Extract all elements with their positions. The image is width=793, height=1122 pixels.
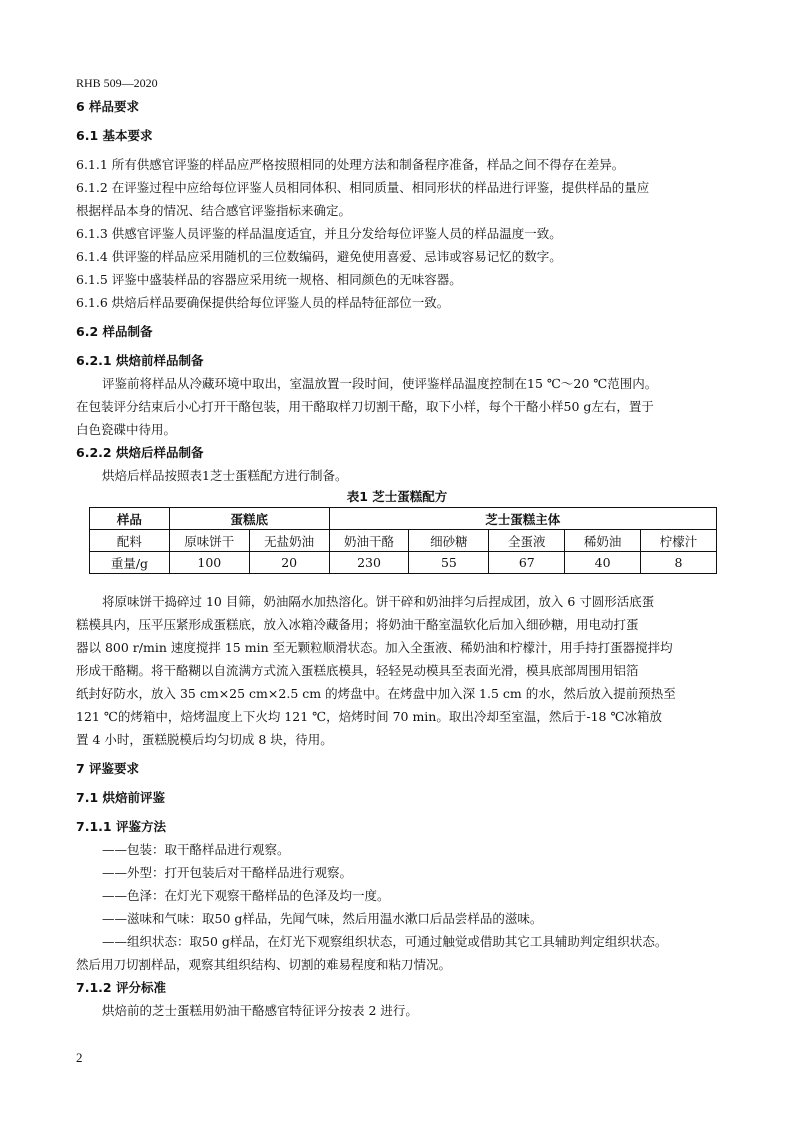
clause-6-1-2-cont: 根据样品本身的情况、结合感官评鉴指标来确定。 bbox=[76, 203, 352, 218]
weight-cell: 67 bbox=[489, 552, 565, 574]
section-6-2-1-heading: 6.2.1 烘焙前样品制备 bbox=[76, 353, 204, 368]
page-number: 2 bbox=[76, 1050, 83, 1065]
section-7-1-1-heading: 7.1.1 评鉴方法 bbox=[76, 819, 166, 834]
header-cake-base: 蛋糕底 bbox=[169, 508, 329, 530]
method-line5: 纸封好防水，放入 35 cm×25 cm×2.5 cm 的烤盘中。在烤盘中加入深 1.5 cm 的水，然后放入提前预热至 bbox=[76, 686, 676, 701]
header-cheesecake-body: 芝士蛋糕主体 bbox=[329, 508, 716, 530]
ingredient-cell: 细砂糖 bbox=[409, 530, 489, 552]
row-label-weight: 重量/g bbox=[90, 552, 170, 574]
clause-6-1-5: 6.1.5 评鉴中盛装样品的容器应采用统一规格、相同颜色的无味容器。 bbox=[76, 272, 462, 287]
method-line4: 形成干酪糊。将干酪糊以自流满方式流入蛋糕底模具，轻轻晃动模具至表面光滑，模具底部周围用铝箔 bbox=[76, 663, 639, 678]
section-6-1-heading: 6.1 基本要求 bbox=[76, 128, 153, 143]
section-7-1-2-heading: 7.1.2 评分标准 bbox=[76, 980, 166, 995]
table-1-caption: 表1 芝士蛋糕配方 bbox=[346, 489, 448, 504]
method-item-taste-smell: ——滋味和气味：取50 g样品，先闻气味，然后用温水漱口后品尝样品的滋味。 bbox=[102, 911, 543, 926]
paragraph-7-1-2-line1: 烘焙前的芝士蛋糕用奶油干酪感官特征评分按表 2 进行。 bbox=[102, 1003, 418, 1018]
ingredient-cell: 无盐奶油 bbox=[249, 530, 329, 552]
ingredient-cell: 原味饼干 bbox=[169, 530, 249, 552]
method-line3: 器以 800 r/min 速度搅拌 15 min 至无颗粒顺滑状态。加入全蛋液、稀奶油和柠檬汁，用手持打蛋器搅拌均 bbox=[76, 640, 673, 655]
method-line1: 将原味饼干捣碎过 10 目筛，奶油隔水加热溶化。饼干碎和奶油拌匀后捏成团，放入 6 寸圆形活底蛋 bbox=[102, 594, 655, 609]
ingredient-cell: 全蛋液 bbox=[489, 530, 565, 552]
weight-cell: 230 bbox=[329, 552, 409, 574]
clause-6-1-3: 6.1.3 供感官评鉴人员评鉴的样品温度适宜，并且分发给每位评鉴人员的样品温度一致。 bbox=[76, 226, 562, 241]
row-label-ingredients: 配料 bbox=[90, 530, 170, 552]
method-item-texture: ——组织状态：取50 g样品，在灯光下观察组织状态，可通过触觉或借助其它工具辅助判定组织状态。 bbox=[102, 934, 668, 949]
method-line7: 置 4 小时，蛋糕脱模后均匀切成 8 块，待用。 bbox=[76, 732, 333, 747]
clause-6-1-6: 6.1.6 烘焙后样品要确保提供给每位评鉴人员的样品特征部位一致。 bbox=[76, 295, 450, 310]
weight-cell: 40 bbox=[565, 552, 641, 574]
weight-cell: 100 bbox=[169, 552, 249, 574]
paragraph-6-2-1-line1: 评鉴前将样品从冷藏环境中取出，室温放置一段时间，使评鉴样品温度控制在15 ℃～20 ℃范围内。 bbox=[102, 376, 658, 391]
header-sample: 样品 bbox=[90, 508, 170, 530]
paragraph-6-2-2-line1: 烘焙后样品按照表1芝士蛋糕配方进行制备。 bbox=[102, 468, 348, 483]
method-item-texture-cont: 然后用刀切割样品，观察其组织结构、切割的难易程度和粘刀情况。 bbox=[76, 957, 452, 972]
clause-6-1-1: 6.1.1 所有供感官评鉴的样品应严格按照相同的处理方法和制备程序准备，样品之间不得存在差异。 bbox=[76, 157, 625, 172]
document-code: RHB 509—2020 bbox=[76, 76, 158, 90]
paragraph-6-2-1-line3: 白色瓷碟中待用。 bbox=[76, 422, 177, 437]
method-item-shape: ——外型：打开包装后对干酪样品进行观察。 bbox=[102, 865, 353, 880]
paragraph-6-2-1-line2: 在包装评分结束后小心打开干酪包装，用干酪取样刀切割干酪，取下小样，每个干酪小样50 g左右，置于 bbox=[76, 399, 654, 414]
method-line6: 121 ℃的烤箱中，焙烤温度上下火均 121 ℃，焙烤时间 70 min。取出冷却至室温，然后于-18 ℃冰箱放 bbox=[76, 709, 662, 724]
clause-6-1-4: 6.1.4 供评鉴的样品应采用随机的三位数编码，避免使用喜爱、忌讳或容易记忆的数字。 bbox=[76, 249, 562, 264]
ingredient-cell: 柠檬汁 bbox=[641, 530, 717, 552]
section-7-heading: 7 评鉴要求 bbox=[76, 761, 140, 776]
section-6-2-2-heading: 6.2.2 烘焙后样品制备 bbox=[76, 445, 204, 460]
page-body bbox=[76, 95, 718, 1022]
method-item-color: ——色泽：在灯光下观察干酪样品的色泽及均一度。 bbox=[102, 888, 390, 903]
clause-6-1-2: 6.1.2 在评鉴过程中应给每位评鉴人员相同体积、相同质量、相同形状的样品进行评鉴，提供样品的量应 bbox=[76, 180, 650, 195]
cheesecake-recipe-table bbox=[89, 507, 717, 574]
method-line2: 糕模具内，压平压紧形成蛋糕底，放入冰箱冷藏备用；将奶油干酪室温软化后加入细砂糖，用电动打蛋 bbox=[76, 617, 639, 632]
ingredient-cell: 奶油干酪 bbox=[329, 530, 409, 552]
method-item-packaging: ——包装：取干酪样品进行观察。 bbox=[102, 842, 290, 857]
weight-cell: 20 bbox=[249, 552, 329, 574]
weight-cell: 55 bbox=[409, 552, 489, 574]
weight-cell: 8 bbox=[641, 552, 717, 574]
table-header-row bbox=[90, 508, 717, 530]
section-7-1-heading: 7.1 烘焙前评鉴 bbox=[76, 790, 165, 805]
section-6-heading: 6 样品要求 bbox=[76, 99, 140, 114]
section-6-2-heading: 6.2 样品制备 bbox=[76, 324, 153, 339]
ingredient-cell: 稀奶油 bbox=[565, 530, 641, 552]
table-row-ingredients bbox=[90, 530, 717, 552]
table-row-weights bbox=[90, 552, 717, 574]
